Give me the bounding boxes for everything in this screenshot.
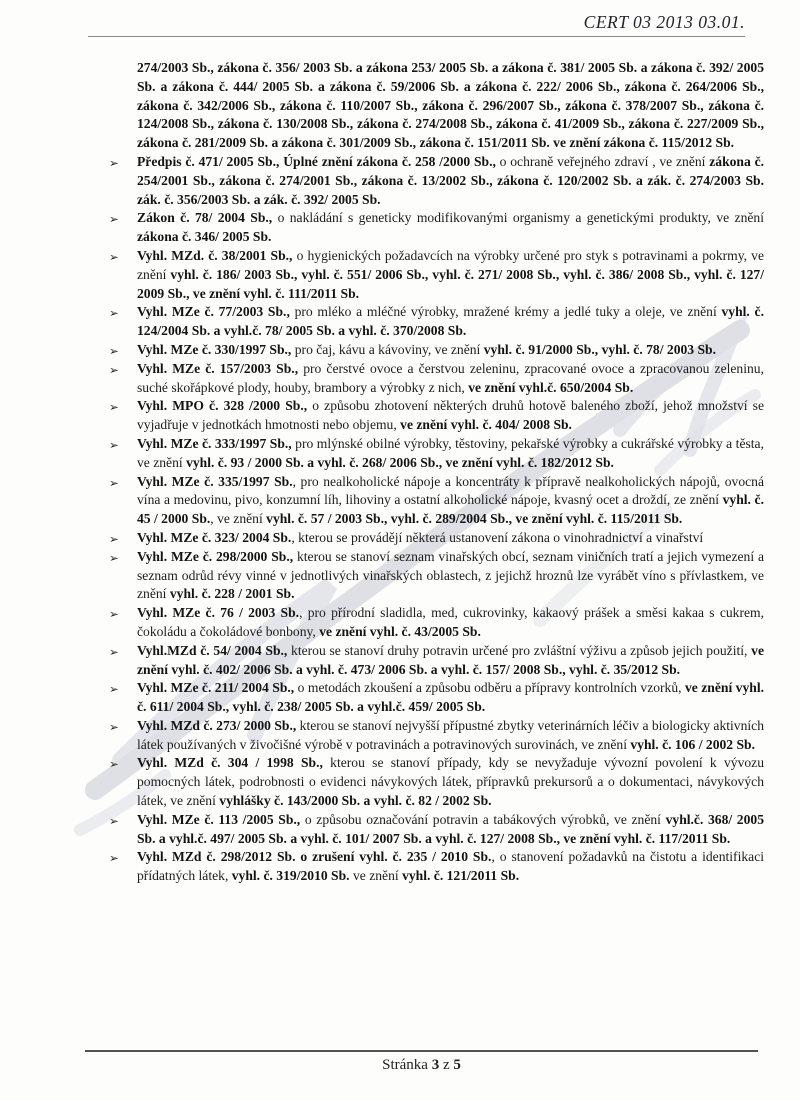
text-segment: pro mléko a mléčné výrobky, mražené krémy a jedlé tuky a oleje, ve znění — [289, 304, 722, 320]
text-segment: vyhl. č. 319/2010 Sb. — [231, 868, 350, 884]
bullet-arrow-icon: ➢ — [109, 400, 119, 415]
list-item — [109, 303, 764, 341]
list-item — [109, 435, 764, 473]
list-item — [109, 529, 764, 548]
intro-paragraph — [137, 59, 764, 153]
footer-page-number: 3 — [431, 1057, 440, 1073]
list-item — [109, 642, 764, 680]
text-segment: vyhl. č. 57 / 2003 Sb., vyhl. č. 289/2004 Sb., ve znění vyhl. č. 115/2011 Sb. — [266, 511, 683, 527]
list-item — [109, 754, 764, 810]
text-segment: Vyhl. MZd č. 273/ 2000 Sb., — [137, 717, 297, 733]
text-segment: Vyhl. MPO č. 328 /2000 Sb., — [137, 398, 308, 414]
bullet-arrow-icon: ➢ — [109, 719, 119, 734]
document-body — [109, 59, 765, 886]
list-item — [109, 153, 764, 209]
text-segment: Vyhl. MZe č. 113 /2005 Sb., — [137, 811, 301, 827]
text-segment: vyhl. č. 45 / 2000 Sb. — [137, 492, 764, 527]
text-segment: ve znění vyhl. č. 404/ 2008 Sb. — [400, 417, 572, 433]
bullet-arrow-icon: ➢ — [109, 306, 119, 321]
regulation-list — [109, 153, 765, 886]
document-code: CERT 03 2013 03.01. — [583, 12, 745, 32]
list-item — [109, 679, 764, 717]
bullet-arrow-icon: ➢ — [109, 475, 119, 490]
list-item — [109, 247, 765, 303]
text-segment: Vyhl. MZd č. 304 / 1998 Sb., — [137, 755, 323, 771]
list-item — [109, 209, 764, 247]
text-segment: ve znění vyhl. č. 402/ 2006 Sb. a vyhl. č. 473/ 2006 Sb. a vyhl. č. 157/ 2008 Sb., vyhl. č. 35/2012 Sb. — [137, 642, 764, 677]
text-segment: , ve znění — [210, 511, 267, 527]
text-segment: vyhl. č. 121/2011 Sb. — [402, 868, 520, 884]
text-segment: Vyhl. MZe č. 323/ 2004 Sb. — [137, 529, 292, 545]
text-segment: , pro nealkoholické nápoje a koncentráty k přípravě nealkoholických nápojů, ovocná vína a medovinu, pivo, konzumní líh, lihoviny a ostatní alkoholické nápoje, kvasný ocet a droždí, ze znění — [137, 473, 764, 508]
text-segment: ve znění — [349, 868, 403, 884]
text-segment: Vyhl. MZe č. 335/1997 Sb. — [137, 473, 293, 489]
bullet-arrow-icon: ➢ — [109, 437, 119, 452]
bullet-arrow-icon: ➢ — [109, 155, 119, 170]
bullet-arrow-icon: ➢ — [109, 644, 119, 659]
text-segment: vyhl. č. 186/ 2003 Sb., vyhl. č. 551/ 2006 Sb., vyhl. č. 271/ 2008 Sb., vyhl. č. 386/ 2008 Sb., vyhl. č. 127/ 2009 Sb., ve znění vyhl. č. 111/2011 Sb. — [137, 266, 764, 301]
bullet-arrow-icon: ➢ — [109, 757, 119, 772]
bullet-arrow-icon: ➢ — [109, 362, 119, 377]
bullet-arrow-icon: ➢ — [109, 212, 119, 227]
text-segment: Vyhl. MZe č. 211/ 2004 Sb., — [137, 680, 295, 696]
text-segment: vyhlášky č. 143/2000 Sb. a vyhl. č. 82 / 2002 Sb. — [219, 793, 492, 809]
text-segment: Vyhl. MZe č. 157/2003 Sb., — [137, 360, 299, 376]
text-segment: kterou se stanoví seznam vinařských obcí, seznam viničních tratí a jejich vymezení a seznam odrůd révy vinné v jednotlivých vinařských oblastech, z jejichž hroznů lze vyrábět víno s přívlastkem, ve znění — [137, 548, 764, 602]
text-segment: pro mlýnské obilné výrobky, těstoviny, pekařské výrobky a cukrářské výrobky a těsta, ve znění — [137, 435, 764, 470]
text-segment: 274/2003 Sb., zákona č. 356/ 2003 Sb. a zákona 253/ 2005 Sb. a zákona č. 381/ 2005 Sb. a zákona č. 392/ 2005 Sb. a zákona č. 444/ 2005 Sb. a zákona č. 59/2006 Sb. a zákona č. 222/ 2006 Sb., zákona č. 264/2006 Sb., zákona č. 342/2006 Sb., zákona č. 110/2007 Sb., zákona č. 296/2007 Sb., zákona č. 378/2007 Sb., zákona č. 124/2008 Sb., zákona č. 130/2008 Sb., zákona č. 274/2008 Sb., zákona č. 41/2009 Sb., zákona č. 227/2009 Sb., zákona č. 281/2009 Sb. a zákona č. 301/2009 Sb., zákona č. 151/2011 Sb. ve znění zákona č. 115/2012 Sb. — [137, 60, 764, 151]
bullet-arrow-icon: ➢ — [109, 607, 119, 622]
bullet-arrow-icon: ➢ — [109, 813, 119, 828]
bullet-arrow-icon: ➢ — [109, 343, 119, 358]
text-segment: Vyhl. MZe č. 76 / 2003 Sb. — [137, 605, 300, 621]
text-segment: kterou se stanoví nejvyšší přípustné zbytky veterinárních léčiv a biologicky aktivních látek používaných v živočišné výrobě v potravinách a potravinových surovinách, ve znění — [137, 717, 765, 752]
text-segment: Vyhl. MZd. č. 38/2001 Sb., — [137, 247, 293, 263]
text-segment: zákona č. 254/2001 Sb., zákona č. 274/2001 Sb., zákona č. 13/2002 Sb., zákona č. 120/2002 Sb. a zák. č. 274/2003 Sb. zák. č. 356/2003 Sb. a zák. č. 392/ 2005 Sb. — [137, 153, 764, 207]
page-header — [88, 12, 745, 37]
text-segment: o hygienických požadavcích na výrobky určené pro styk s potravinami a pokrmy, ve znění — [137, 247, 765, 282]
list-item — [109, 848, 764, 886]
list-item — [109, 397, 764, 435]
text-segment: vyhl. č. 91/2000 Sb., vyhl. č. 78/ 2003 Sb. — [483, 341, 716, 357]
list-item — [109, 548, 764, 604]
text-segment: vyhl. č. 124/2004 Sb. a vyhl.č. 78/ 2005 Sb. a vyhl. č. 370/2008 Sb. — [137, 304, 764, 339]
bullet-arrow-icon: ➢ — [109, 851, 119, 866]
bullet-arrow-icon: ➢ — [109, 682, 119, 697]
text-segment: o ochraně veřejného zdraví , ve znění — [495, 153, 710, 169]
bullet-arrow-icon: ➢ — [109, 531, 119, 546]
text-segment: , o stanovení požadavků na čistotu a identifikaci přídatných látek, — [137, 849, 764, 884]
text-segment: Vyhl. MZe č. 77/2003 Sb., — [137, 304, 290, 320]
text-segment: vyhl. č. 106 / 2002 Sb. — [630, 736, 756, 752]
text-segment: Vyhl. MZd č. 298/2012 Sb. o zrušení vyhl. č. 235 / 2010 Sb. — [137, 849, 492, 865]
text-segment: Vyhl. MZe č. 330/1997 Sb., — [137, 341, 292, 357]
list-item — [109, 717, 765, 755]
list-item — [109, 811, 764, 849]
text-segment: Vyhl. MZe č. 333/1997 Sb., — [137, 435, 292, 451]
text-segment: ve znění vyhl.č. 650/2004 Sb. — [468, 379, 634, 395]
text-segment: kterou se stanoví případy, kdy se nevyžaduje vývozní povolení k vývozu pomocných látek, podrobnosti o evidenci návykových látek, přípravků prekursorů a o dokumentaci, návykových látek, ve znění — [137, 755, 764, 809]
text-segment: , pro přírodní sladidla, med, cukrovinky, kakaový prášek a směsi kakaa s cukrem, čokoládu a čokoládové bonbony, — [137, 605, 764, 639]
text-segment: ve znění vyhl. č. 43/2005 Sb. — [319, 623, 481, 639]
text-segment: , kterou se provádějí některá ustanovení zákona o vinohradnictví a vinařství — [291, 529, 704, 545]
text-segment: Vyhl. MZe č. 298/2000 Sb., — [137, 548, 294, 564]
list-item — [109, 473, 764, 529]
text-segment: kterou se stanoví druhy potravin určené pro zvláštní výživu a způsob jejich použití, — [287, 642, 752, 658]
footer-page-label: Stránka — [382, 1057, 432, 1073]
bullet-arrow-icon: ➢ — [109, 249, 119, 264]
text-segment: o nakládání s geneticky modifikovanými organismy a genetickými produkty, ve znění — [272, 210, 764, 226]
text-segment: o metodách zkoušení a způsobu odběru a přípravy kontrolních vzorků, — [294, 680, 685, 696]
text-segment: Předpis č. 471/ 2005 Sb., Úplné znění zákona č. 258 /2000 Sb., — [137, 153, 496, 169]
text-segment: Zákon č. 78/ 2004 Sb., — [137, 210, 273, 226]
text-segment: o způsobu zhotovení některých druhů hotově baleného zboží, jehož množství se vyjadřuje v jednotkách hmotnosti nebo objemu, — [137, 398, 764, 433]
text-segment: ve znění vyhl. č. 611/ 2004 Sb., vyhl. č. 238/ 2005 Sb. a vyhl.č. 459/ 2005 Sb. — [137, 680, 764, 715]
text-segment: pro čerstvé ovoce a čerstvou zeleninu, zpracované ovoce a zpracovanou zeleninu, suché skořápkové plody, houby, brambory a výrobky z nich, — [137, 360, 764, 395]
footer-of-word: z — [439, 1057, 454, 1073]
text-segment: zákona č. 346/ 2005 Sb. — [137, 229, 272, 245]
list-item — [109, 604, 764, 642]
text-segment: vyhl. č. 228 / 2001 Sb. — [169, 586, 295, 602]
list-item — [109, 341, 764, 360]
bullet-arrow-icon: ➢ — [109, 550, 119, 565]
list-item — [109, 360, 764, 398]
page-footer — [85, 1050, 758, 1074]
text-segment: vyhl. č. 93 / 2000 Sb. a vyhl. č. 268/ 2006 Sb., ve znění vyhl. č. 182/2012 Sb. — [186, 454, 614, 470]
text-segment: pro čaj, kávu a kávoviny, ve znění — [291, 341, 484, 357]
text-segment: Vyhl.MZd č. 54/ 2004 Sb., — [137, 642, 288, 658]
text-segment: o způsobu označování potravin a tabákových výrobků, ve znění — [300, 811, 666, 827]
text-segment: vyhl.č. 368/ 2005 Sb. a vyhl.č. 497/ 2005 Sb. a vyhl. č. 101/ 2007 Sb. a vyhl. č. 127/ 2008 Sb., ve znění vyhl. č. 117/2011 Sb. — [137, 811, 764, 846]
footer-total-pages: 5 — [453, 1057, 461, 1073]
